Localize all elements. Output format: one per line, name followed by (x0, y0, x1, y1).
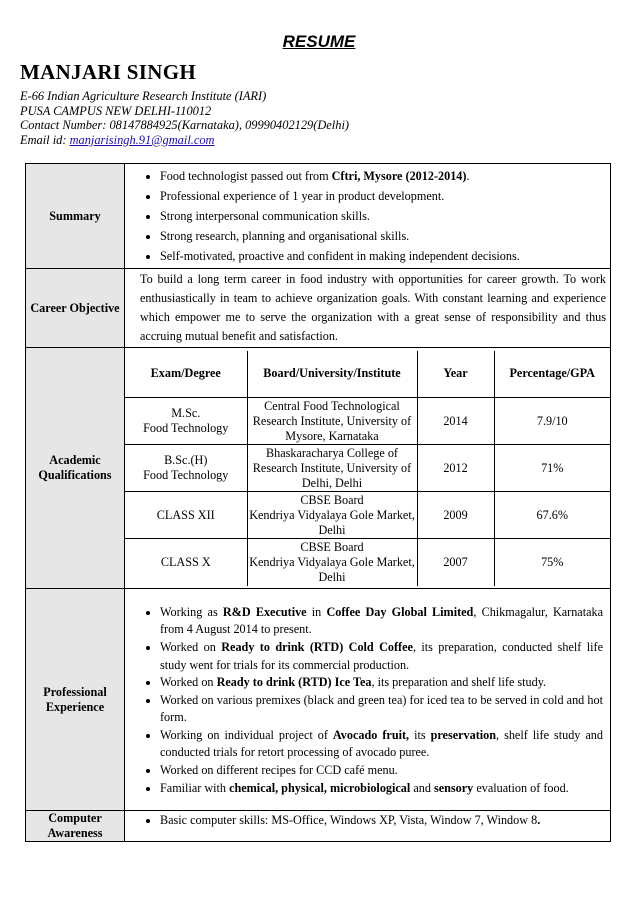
resume-title: RESUME (282, 32, 356, 51)
year-cell: 2014 (417, 398, 494, 445)
experience-label: Professional Experience (26, 589, 125, 811)
academic-table (125, 351, 610, 586)
experience-content (125, 589, 611, 811)
year-cell: 2007 (417, 539, 494, 586)
address-line-1: E-66 Indian Agriculture Research Institute (IARI) (20, 89, 267, 103)
summary-item: • Self-motivated, proactive and confident in making independent decisions. (160, 246, 603, 266)
header-board: Board/University/Institute (247, 351, 417, 398)
academic-row (125, 398, 610, 445)
academic-row (125, 492, 610, 539)
address-line-2: PUSA CAMPUS NEW DELHI-110012 (20, 103, 212, 118)
email-link[interactable]: manjarisingh.91@gmail.com (69, 132, 215, 147)
board-cell: CBSE Board Kendriya Vidyalaya Gole Market, Delhi (247, 492, 417, 539)
exam-cell: CLASS X (125, 539, 247, 586)
computer-content (125, 811, 611, 842)
computer-label: Computer Awareness (26, 811, 125, 842)
year-cell: 2012 (417, 445, 494, 492)
email-line (20, 133, 349, 148)
academic-row (125, 539, 610, 586)
summary-label: Summary (26, 164, 125, 269)
summary-content (125, 164, 611, 269)
experience-item: • Worked on various premixes (black and green tea) for iced tea to be served in cold and hot form. (160, 692, 603, 727)
objective-text: To build a long term career in food industry with opportunities for career growth. To work enthusiastically in team to achieve organization goals. With constant learning and experience which empower me to serve the organization with a great sense of responsibility and thus accruing mutual benefit and satisfaction. (125, 269, 611, 348)
exam-cell: M.Sc. Food Technology (125, 398, 247, 445)
experience-item: • Working as R&D Executive in Coffee Day Global Limited, Chikmagalur, Karnataka from 4 August 2014 to present. (160, 604, 603, 639)
candidate-name: MANJARI SINGH (20, 60, 196, 84)
board-cell: Bhaskaracharya College of Research Institute, University of Delhi, Delhi (247, 445, 417, 492)
summary-item: • Strong interpersonal communication skills. (160, 206, 603, 226)
exam-cell: CLASS XII (125, 492, 247, 539)
experience-item: • Working on individual project of Avocado fruit, its preservation, shelf life study and conducted trials for retort processing of avocado puree. (160, 727, 603, 762)
header-exam: Exam/Degree (125, 351, 247, 398)
score-cell: 7.9/10 (494, 398, 610, 445)
summary-item: • Food technologist passed out from Cftri, Mysore (2012-2014). (160, 166, 603, 186)
score-cell: 67.6% (494, 492, 610, 539)
board-cell: CBSE Board Kendriya Vidyalaya Gole Market, Delhi (247, 539, 417, 586)
resume-table (25, 163, 611, 842)
experience-item: • Worked on Ready to drink (RTD) Cold Coffee, its preparation, conducted shelf life study went for trials for its commercial production. (160, 639, 603, 674)
year-cell: 2009 (417, 492, 494, 539)
contact-block (20, 89, 349, 147)
summary-item: • Professional experience of 1 year in product development. (160, 186, 603, 206)
academic-row (125, 445, 610, 492)
board-cell: Central Food Technological Research Institute, University of Mysore, Karnataka (247, 398, 417, 445)
computer-item: • Basic computer skills: MS-Office, Windows XP, Vista, Window 7, Window 8. (160, 812, 603, 829)
score-cell: 71% (494, 445, 610, 492)
header-score: Percentage/GPA (494, 351, 610, 398)
score-cell: 75% (494, 539, 610, 586)
summary-item: • Strong research, planning and organisational skills. (160, 226, 603, 246)
experience-item: • Worked on different recipes for CCD café menu. (160, 762, 603, 780)
header-year: Year (417, 351, 494, 398)
email-label: Email id: (20, 132, 70, 147)
exam-cell: B.Sc.(H) Food Technology (125, 445, 247, 492)
academic-cell (125, 348, 611, 589)
academic-label: Academic Qualifications (26, 348, 125, 589)
contact-numbers: Contact Number: 08147884925(Karnataka), 09990402129(Delhi) (20, 118, 350, 133)
academic-header-row (125, 351, 610, 398)
experience-item: • Worked on Ready to drink (RTD) Ice Tea, its preparation and shelf life study. (160, 674, 603, 692)
objective-label: Career Objective (26, 269, 125, 348)
experience-item: • Familiar with chemical, physical, microbiological and sensory evaluation of food. (160, 780, 603, 798)
